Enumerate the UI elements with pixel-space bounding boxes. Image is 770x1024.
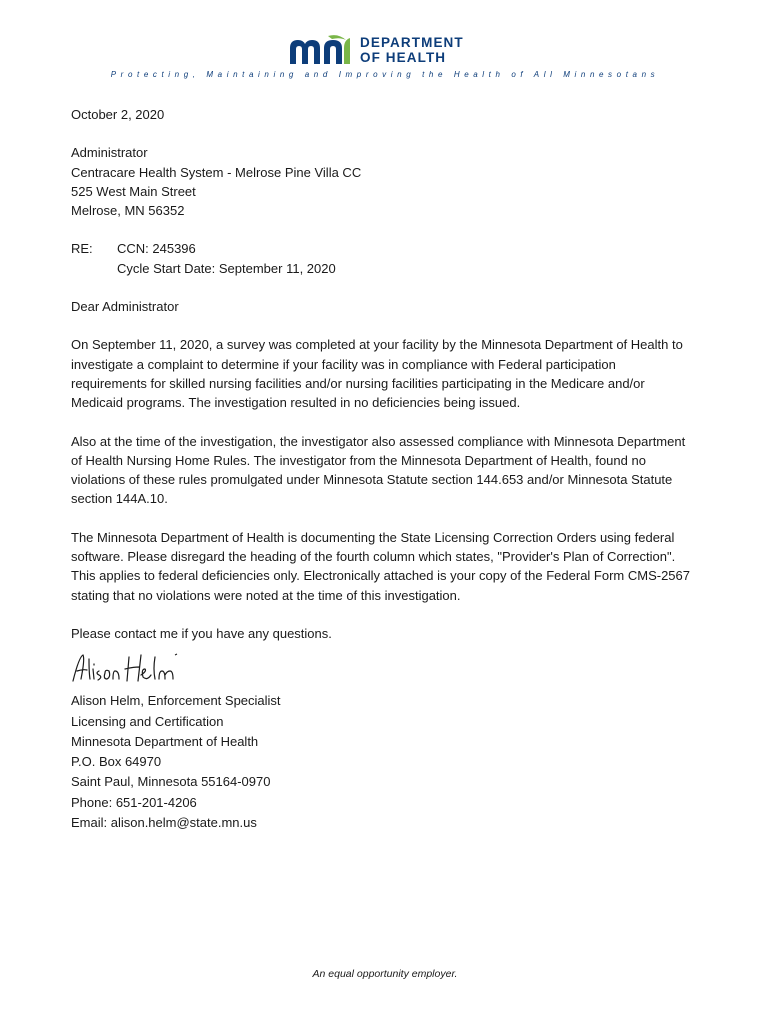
tagline: Protecting, Maintaining and Improving the Health of All Minnesotans [110, 70, 660, 79]
signer-po-box: P.O. Box 64970 [71, 754, 162, 770]
mn-logo-mark-icon [288, 34, 356, 68]
footer-text: An equal opportunity employer. [312, 968, 458, 980]
letter-body [71, 105, 691, 833]
recipient-street: 525 West Main Street [71, 183, 196, 199]
paragraph-3: The Minnesota Department of Health is documenting the State Licensing Correction Orders using federal software. Please disregard the heading of the fourth column which states, "Provider's Plan of Correction". This applies to federal deficiencies only. Electronically attached is your copy of the Federal Form CMS-2567 stating that no violations were noted at the time of this investigation. [71, 529, 690, 603]
logo-wordmark [360, 35, 464, 65]
paragraph-1: On September 11, 2020, a survey was completed at your facility by the Minnesota Department of Health to investigate a complaint to determine if your facility was in compliance with Federal participation requirements for skilled nursing facilities and/or nursing facilities participating in the Medicare and/or Medicaid programs. The investigation resulted in no deficiencies being issued. [71, 337, 683, 411]
paragraph-2: Also at the time of the investigation, the investigator also assessed compliance with Minnesota Department of Health Nursing Home Rules. The investigator from the Minnesota Department of Health, found no violations of these rules promulgated under Minnesota Statute section 144.653 and/or Minnesota Statute section 144A.10. [71, 433, 686, 507]
signer-name-title: Alison Helm, Enforcement Specialist [71, 693, 281, 709]
re-block [71, 239, 691, 278]
logo-line-1: DEPARTMENT [360, 35, 464, 50]
signer-unit: Licensing and Certification [71, 713, 224, 729]
signer-city: Saint Paul, Minnesota 55164-0970 [71, 774, 271, 790]
logo-line-2: OF HEALTH [360, 50, 447, 65]
salutation: Dear Administrator [71, 299, 179, 315]
re-cycle-start: Cycle Start Date: September 11, 2020 [117, 260, 336, 276]
mdh-logo [288, 34, 488, 68]
handwritten-signature [71, 649, 691, 689]
letter-date: October 2, 2020 [71, 107, 165, 122]
signature-block [71, 691, 691, 833]
signer-phone: Phone: 651-201-4206 [71, 794, 197, 810]
signer-email: Email: alison.helm@state.mn.us [71, 815, 257, 831]
re-label: RE: [71, 241, 93, 257]
recipient-city: Melrose, MN 56352 [71, 203, 185, 219]
paragraph-4: Please contact me if you have any questions. [71, 625, 332, 641]
recipient-address [71, 143, 691, 220]
recipient-organization: Centracare Health System - Melrose Pine Villa CC [71, 164, 362, 180]
re-ccn: CCN: 245396 [117, 241, 196, 257]
signer-department: Minnesota Department of Health [71, 733, 259, 749]
recipient-title: Administrator [71, 145, 148, 161]
